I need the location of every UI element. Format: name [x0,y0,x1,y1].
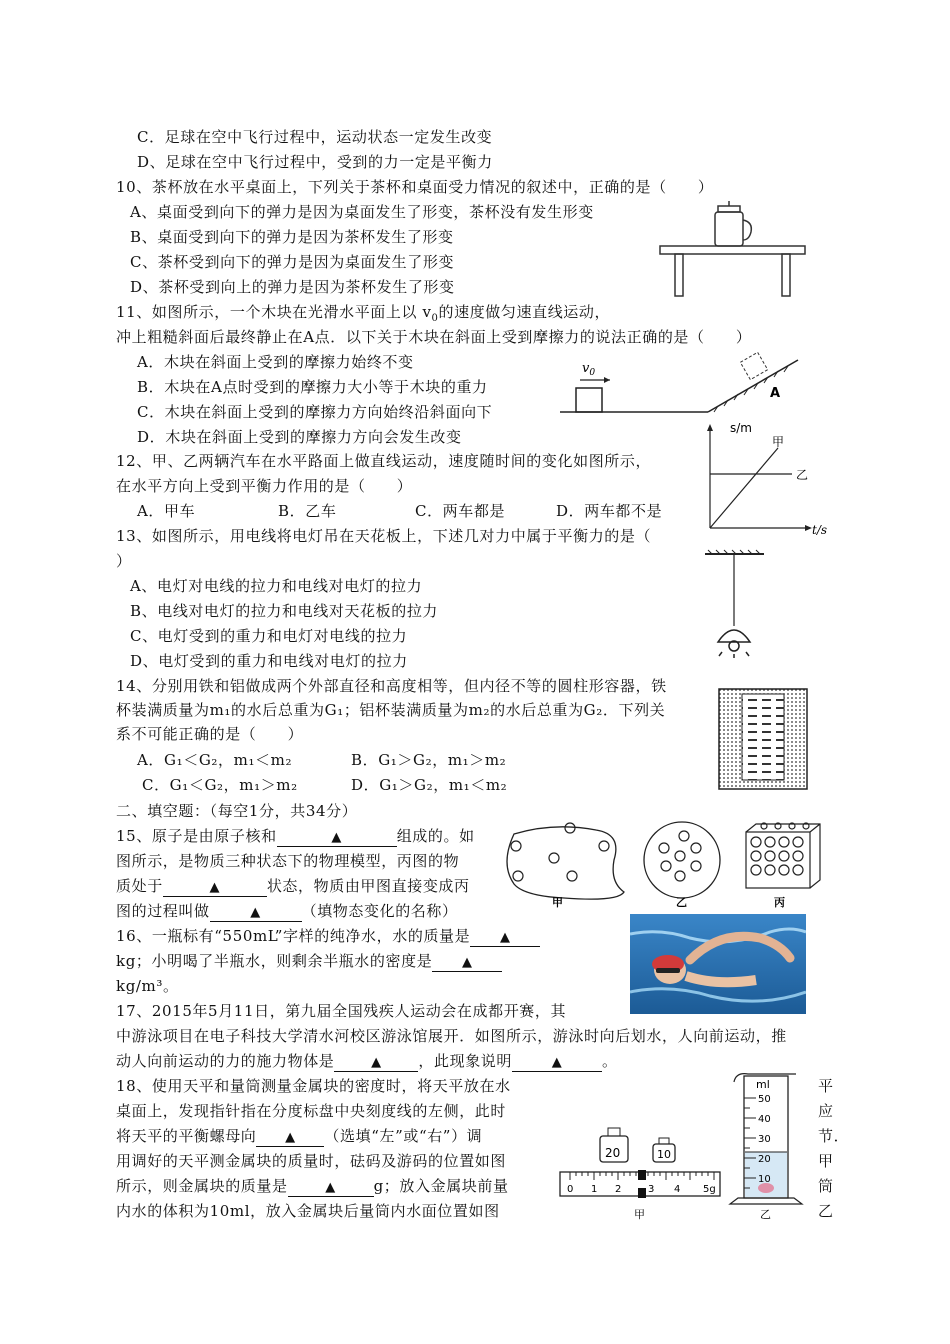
section-2-heading: 二、填空题：（每空1分，共34分） [116,802,358,820]
swimmer-photo [630,914,806,1014]
svg-text:10: 10 [657,1148,671,1161]
q12-option-a: A．甲车 [137,502,196,520]
label-jia: 甲 [552,896,563,909]
q10-option-d: D、茶杯受到向上的弹力是因为茶杯发生了形变 [130,278,455,296]
matter-states-figure [500,818,830,910]
q11-stem-line2: 冲上粗糙斜面后最终静止在A点．以下关于木块在斜面上受到摩擦力的说法正确的是（ ） [116,328,752,346]
q13-option-a: A、电灯对电线的拉力和电线对电灯的拉力 [130,577,423,595]
label-bing: 丙 [774,896,785,909]
q18-right-3: 节． [818,1127,850,1145]
velocity-label: $v_0$ [582,361,596,378]
q12-stem-line2: 在水平方向上受到平衡力作用的是（ ） [116,477,413,495]
q13-option-b: B、电线对电灯的拉力和电线对天花板的拉力 [130,602,439,620]
q9-option-c: C．足球在空中飞行过程中，运动状态一定发生改变 [137,128,493,146]
svg-text:4: 4 [674,1184,681,1195]
block-at-a-icon [740,352,767,379]
q11-option-c: C．木块在斜面上受到的摩擦力方向始终沿斜面向下 [137,403,493,421]
q16-line1: 16、一瓶标有“550mL”字样的纯净水，水的质量是 ▲ [116,926,540,947]
q15-blank-3[interactable]: ▲ [210,905,302,922]
svg-text:10: 10 [758,1174,771,1185]
q18-blank-2[interactable]: ▲ [288,1180,374,1197]
q14-option-b: B．G₁＞G₂，m₁＞m₂ [351,751,507,769]
q17-line1: 17、2015年5月11日，第九届全国残疾人运动会在成都开赛，其 [116,1002,567,1020]
cup-on-table-figure [655,198,810,300]
label-yi: 乙 [676,896,687,909]
incline-figure [558,342,803,420]
cylinder-label: 乙 [760,1208,771,1221]
q15-blank-2[interactable]: ▲ [163,880,267,897]
q18-right-1: 平 [818,1077,834,1095]
y-axis-label: s/m [730,421,752,435]
q11-option-d: D．木块在斜面上受到的摩擦力方向会发生改变 [137,428,462,446]
measuring-cylinder-figure [726,1068,812,1222]
q18-right-4: 甲 [818,1152,834,1170]
q12-stem-line1: 12、甲、乙两辆汽车在水平路面上做直线运动，速度随时间的变化如图所示， [116,452,652,470]
gas-model [507,823,624,899]
label-yi: 乙 [796,468,809,482]
rider-icon [638,1170,646,1180]
q9-option-d: D、足球在空中飞行过程中，受到的力一定是平衡力 [137,153,493,171]
q13-option-c: C、电灯受到的重力和电灯对电线的拉力 [130,627,408,645]
q12-option-d: D．两车都不是 [556,502,663,520]
q18-right-6: 乙 [818,1202,834,1220]
svg-text:2: 2 [615,1184,622,1195]
q14-option-d: D．G₁＞G₂，m₁＜m₂ [351,776,508,794]
q15-blank-1[interactable]: ▲ [277,830,397,847]
q18-line2: 桌面上，发现指针指在分度标盘中央刻度线的左侧，此时 [116,1102,507,1120]
label-jia: 甲 [772,435,785,449]
q18-line3: 将天平的平衡螺母向 ▲ （选填“左”或“右”）调 [116,1127,483,1145]
q18-blank-1[interactable]: ▲ [256,1130,324,1147]
liquid-model [644,822,720,898]
svg-text:50: 50 [758,1094,771,1105]
svg-text:40: 40 [758,1114,771,1125]
svg-text:0: 0 [567,1184,574,1195]
q10-stem: 10、茶杯放在水平桌面上，下列关于茶杯和桌面受力情况的叙述中，正确的是（ ） [116,178,714,196]
weight-10g-icon [653,1138,675,1162]
q16-line2: kg；小明喝了半瓶水，则剩余半瓶水的密度是 ▲ [116,951,502,972]
q16-blank-1[interactable]: ▲ [470,930,540,947]
q18-line5: 所示，则金属块的质量是 ▲ g；放入金属块前量 [116,1177,509,1195]
q11-stem-line1: 11、如图所示，一个木块在光滑水平面上以 $v_0$的速度做匀速直线运动， [116,303,611,324]
point-a-label: A [770,386,781,401]
q12-option-b: B．乙车 [278,502,337,520]
q12-option-c: C．两车都是 [415,502,506,520]
q11-option-a: A．木块在斜面上受到的摩擦力始终不变 [137,353,414,371]
q18-right-2: 应 [818,1102,834,1120]
scale-label: 甲 [634,1208,645,1221]
weight-20g-icon [600,1128,628,1162]
q14-stem-line1: 14、分别用铁和铝做成两个外部直径和高度相等，但内径不等的圆柱形容器，铁 [116,677,667,695]
q15-line1: 15、原子是由原子核和 ▲ 组成的。如 [116,827,475,845]
svg-text:20: 20 [758,1154,771,1165]
q10-option-c: C、茶杯受到向下的弹力是因为桌面发生了形变 [130,253,455,271]
svg-text:20: 20 [605,1146,621,1160]
solid-model [746,823,820,888]
lamp-icon [718,630,750,658]
q13-stem-line1: 13、如图所示，用电线将电灯吊在天花板上，下述几对力中属于平衡力的是（ [116,527,652,545]
table-icon [660,246,805,296]
q14-option-a: A．G₁＜G₂，m₁＜m₂ [137,751,293,769]
svg-text:1: 1 [591,1184,598,1195]
q18-right-5: 筒 [818,1177,834,1195]
cylinder-unit: ml [756,1078,770,1091]
q13-stem-line2: ） [116,552,132,570]
hanging-lamp-figure [700,548,770,660]
q18-line1: 18、使用天平和量筒测量金属块的密度时，将天平放在水 [116,1077,511,1095]
svg-text:30: 30 [758,1134,771,1145]
block-icon [576,388,602,412]
balance-scale-figure [556,1126,726,1222]
x-axis-label: t/s [812,523,828,536]
q10-option-a: A、桌面受到向下的弹力是因为桌面发生了形变，茶杯没有发生形变 [130,203,594,221]
q17-line2: 中游泳项目在电子科技大学清水河校区游泳馆展开．如图所示，游泳时向后划水，人向前运动，推 [116,1027,787,1045]
q10-option-b: B、桌面受到向下的弹力是因为茶杯发生了形变 [130,228,454,246]
q16-blank-2[interactable]: ▲ [432,955,502,972]
q14-option-c: C．G₁＜G₂，m₁＞m₂ [142,776,298,794]
svg-text:5g: 5g [703,1184,716,1195]
line-jia [710,448,778,528]
q11-option-b: B．木块在A点时受到的摩擦力大小等于木块的重力 [137,378,488,396]
q14-stem-line2: 杯装满质量为m₁的水后总重为G₁；铝杯装满质量为m₂的水后总重为G₂．下列关 [116,701,666,719]
q14-stem-line3: 系不可能正确的是（ ） [116,725,304,743]
motion-graph-figure [700,420,830,536]
q16-line3: kg/m³。 [116,977,179,995]
q18-line4: 用调好的天平测金属块的质量时，砝码及游码的位置如图 [116,1152,507,1170]
q15-line3: 质处于 ▲ 状态，物质由甲图直接变成丙 [116,877,470,895]
q15-line4: 图的过程叫做 ▲ （填物态变化的名称） [116,902,458,920]
cup-icon [715,201,751,246]
q13-option-d: D、电灯受到的重力和电线对电灯的拉力 [130,652,408,670]
q17-blank-1[interactable]: ▲ [334,1055,418,1072]
q17-line3: 动人向前运动的力的施力物体是 ▲ ，此现象说明 ▲ 。 [116,1052,618,1070]
q17-blank-2[interactable]: ▲ [512,1055,602,1072]
cylinder-container-figure [718,688,810,792]
svg-text:3: 3 [648,1184,655,1195]
q18-line6: 内水的体积为10ml，放入金属块后量筒内水面位置如图 [116,1202,500,1220]
q15-line2: 图所示，是物质三种状态下的物理模型，丙图的物 [116,852,460,870]
